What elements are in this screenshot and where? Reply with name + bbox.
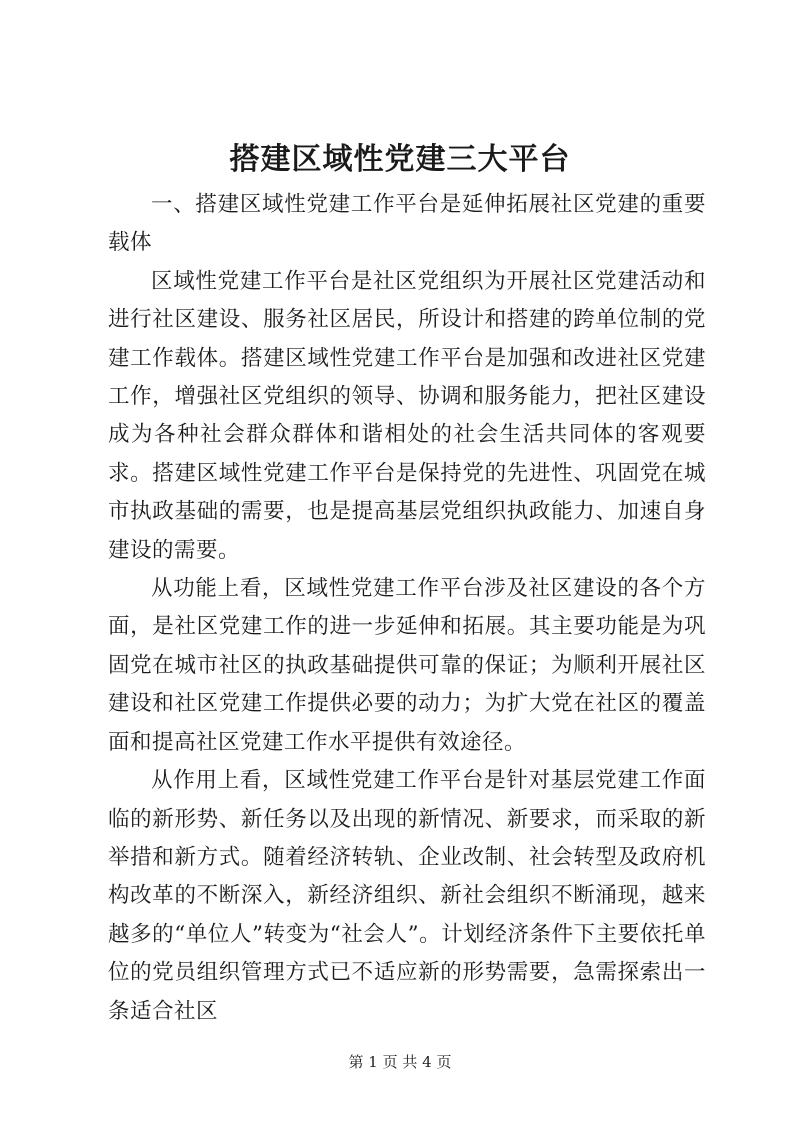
page-footer: 第 1 页 共 4 页 [348,1053,452,1071]
document-body [108,186,706,1031]
paragraph: 从功能上看，区域性党建工作平台涉及社区建设的各个方面，是社区党建工作的进一步延伸和拓展。其主要功能是为巩固党在城市社区的执政基础提供可靠的保证；为顺利开展社区建设和社区党建工作提供必要的动力；为扩大党在社区的覆盖面和提高社区党建工作水平提供有效途径。 [108,576,706,755]
document-title: 搭建区域性党建三大平台 [229,142,571,177]
paragraph: 从作用上看，区域性党建工作平台是针对基层党建工作面临的新形势、新任务以及出现的新情况、新要求，而采取的新举措和新方式。随着经济转轨、企业改制、社会转型及政府机构改革的不断深入，新经济组织、新社会组织不断涌现，越来越多的“单位人”转变为“社会人”。计划经济条件下主要依托单位的党员组织管理方式已不适应新的形势需要，急需探索出一条适合社区 [108,768,706,1024]
paragraph: 区域性党建工作平台是社区党组织为开展社区党建活动和进行社区建设、服务社区居民，所设计和搭建的跨单位制的党建工作载体。搭建区域性党建工作平台是加强和改进社区党建工作，增强社区党组织的领导、协调和服务能力，把社区建设成为各种社会群众群体和谐相处的社会生活共同体的客观要求。搭建区域性党建工作平台是保持党的先进性、巩固党在城市执政基础的需要，也是提高基层党组织执政能力、加速自身建设的需要。 [108,268,706,563]
paragraph-heading: 一、搭建区域性党建工作平台是延伸拓展社区党建的重要载体 [108,192,706,256]
